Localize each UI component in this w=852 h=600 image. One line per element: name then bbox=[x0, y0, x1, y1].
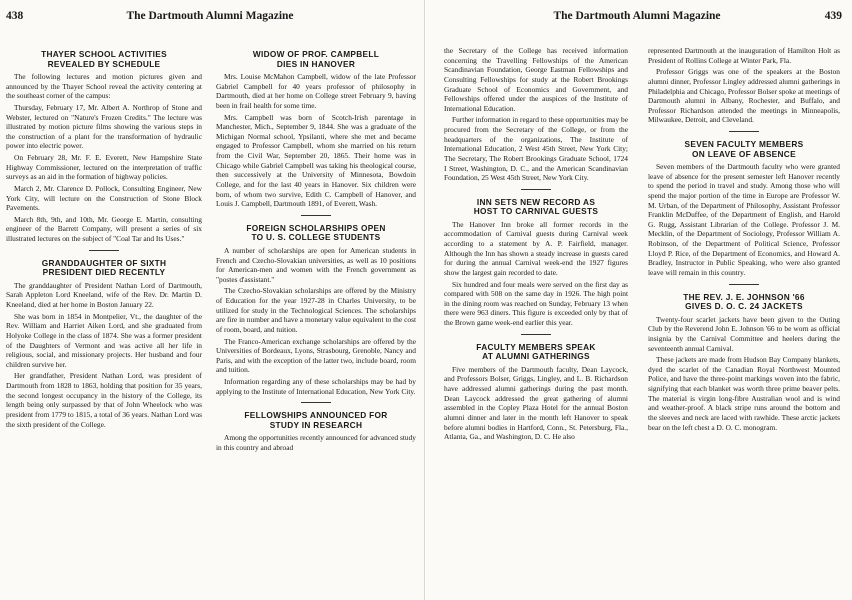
running-title: The Dartmouth Alumni Magazine bbox=[126, 10, 294, 22]
article-paragraph: Information regarding any of these scholarships may be had by applying to the Institute of International Education, New York City. bbox=[216, 377, 416, 396]
article-heading: GRANDDAUGHTER OF SIXTH PRESIDENT DIED RECENTLY bbox=[41, 257, 167, 278]
article-paragraph: Five members of the Dartmouth faculty, Dean Laycock, and Professors Bolser, Griggs, Lingley, and L. B. Richardson have addressed alumni gatherings during the past month. Dean Laycock addressed the great gathering of alumni assembled in the Copley Plaza Hotel for the annual Boston alumni dinner and later in the month left Hanover to speak before alumni bodies in Hartford, Conn., St. Petersburg, Fla., Atlanta, Ga., and Washington, D. C. He also bbox=[444, 364, 628, 442]
column-2 bbox=[216, 50, 416, 455]
right-page bbox=[426, 0, 852, 600]
article-divider bbox=[521, 189, 551, 190]
article bbox=[648, 46, 840, 125]
running-header bbox=[6, 10, 414, 28]
left-page bbox=[0, 0, 425, 600]
article-divider bbox=[301, 402, 331, 403]
article-paragraph: The following lectures and motion pictures given and announced by the Thayer School reveal the activity centering at the southeast corner of the campus: bbox=[6, 72, 202, 101]
article-paragraph: March 8th, 9th, and 10th, Mr. George E. Martin, consulting engineer of the Barrett Company, will present a series of six illustrated lectures on the subject of "Coal Tar and Its Uses." bbox=[6, 214, 202, 244]
article-heading: FELLOWSHIPS ANNOUNCED FOR STUDY IN RESEARCH bbox=[244, 410, 388, 430]
column-3 bbox=[444, 46, 628, 444]
article-paragraph: The Franco-American exchange scholarships are offered by the Universities of Bordeaux, Lyons, Strasbourg, Grenoble, Nancy and Paris, and with the exception of the latter two, include board, room and tuition. bbox=[216, 336, 416, 375]
article-paragraph: the Secretary of the College has received information concerning the Travelling Fellowships of the American Scandinavian Foundation, George Eastman Fellowships and Consulting Fellowships for study at the Robert Brookings Graduate School of Economics and Government, and Fellowships offered under the auspices of the Institute of International Education. bbox=[444, 46, 628, 113]
article bbox=[444, 334, 628, 442]
article-heading: FACULTY MEMBERS SPEAK AT ALUMNI GATHERINGS bbox=[476, 341, 596, 362]
article-heading: SEVEN FACULTY MEMBERS ON LEAVE OF ABSENCE bbox=[684, 139, 804, 159]
article-paragraph: On February 28, Mr. F. E. Everett, New Hampshire State Highway Commissioner, lectured on the interpretation of traffic surveys as an aid in the formation of highway policies. bbox=[6, 153, 202, 182]
article-divider bbox=[301, 215, 331, 216]
article-heading: THAYER SCHOOL ACTIVITIES REVEALED BY SCHEDULE bbox=[41, 49, 167, 69]
article bbox=[216, 215, 416, 396]
article-divider bbox=[729, 284, 759, 285]
article-heading: FOREIGN SCHOLARSHIPS OPEN TO U. S. COLLEGE STUDENTS bbox=[246, 222, 386, 243]
article-paragraph: Further information in regard to these opportunities may be procured from the Secretary of the College, or from the headquarters of the organizations, The Institute of International Education, 2 West 45th Street, New York City; The Secretary, The Robert Brookings Graduate School, 1724 I Street, Washington, D. C., and the American Scandinavian Foundation, 25 West 45th Street, New York City. bbox=[444, 115, 628, 183]
article-paragraph: Seven members of the Dartmouth faculty who were granted leave of absence for the present semester left Hanover recently to spend the period in travel and study. Among those who will spend the major portion of the time in Europe are Professor W. M. Urban, of the Department of Philosophy, Assistant Professor Franklin McDuffee, of the Department of English, and Harold G. Rugg, Assistant Librarian of the College. Professor J. M. Mecklin, of the Department of Sociology, Professor William A. Robinson, of the Department of Political Science, Professor Lloyd P. Rice, of the Department of Economics, and Howard A. Bradley, Instructor in Public Speaking, who were also granted leave will remain in this country. bbox=[648, 162, 840, 277]
column-1 bbox=[6, 50, 202, 431]
article bbox=[6, 50, 202, 244]
article bbox=[216, 50, 416, 209]
article bbox=[216, 402, 416, 452]
article-heading: INN SETS NEW RECORD AS HOST TO CARNIVAL GUESTS bbox=[473, 196, 599, 217]
article-divider bbox=[89, 250, 119, 251]
article-paragraph: March 2, Mr. Clarence D. Pollock, Consulting Engineer, New York City, will lecture on the Construction of Stone Block Pavements. bbox=[6, 183, 202, 213]
article-paragraph: represented Dartmouth at the inauguration of Hamilton Holt as President of Rollins College at Winter Park, Fla. bbox=[648, 46, 840, 65]
article bbox=[648, 284, 840, 433]
article-paragraph: Six hundred and four meals were served on the first day as compared with 508 on the same day in 1926. The high point in the dining room was reached on Sunday, February 13 when there were 963 diners. This figure is exceeded only by that of the Brown game week-end earlier this year. bbox=[444, 279, 628, 328]
article-paragraph: Twenty-four scarlet jackets have been given to the Outing Club by the Reverend John E. Johnson '66 to be worn as official insignia by the Carnival Committee and heelers during the seventeenth annual Carnival. bbox=[648, 314, 840, 353]
article bbox=[6, 250, 202, 429]
article-heading: WIDOW OF PROF. CAMPBELL DIES IN HANOVER bbox=[252, 49, 380, 69]
article-paragraph: Professor Griggs was one of the speakers at the Boston alumni dinner, Professor Lingley addressed alumni gatherings in Philadelphia and Chicago, Professor Bolser spoke at meetings of Dartmouth alumni in Albany, Rochester, and Buffalo, and Professor Richardson attended the meetings in Minneapolis, Milwaukee, Detroit, and Cleveland. bbox=[648, 67, 840, 125]
article-heading: THE REV. J. E. JOHNSON '66 GIVES D. O. C. 24 JACKETS bbox=[683, 291, 805, 312]
article-divider bbox=[729, 131, 759, 132]
article bbox=[444, 189, 628, 328]
article-divider bbox=[521, 334, 551, 335]
article-paragraph: She was born in 1854 in Montpelier, Vt., the daughter of the Rev. William and Harriet Aiken Lord, and she graduated from Holyoke College in the class of 1874. She was a former president of the Daughters of Vermont and was active all her life in religious, social, and missionary projects. Her husband and four children survive her. bbox=[6, 311, 202, 369]
article-paragraph: A number of scholarships are open for American students in French and Czecho-Slovakian universities, as well as 10 positions for American-men and women with the French government as "postes d'assistant." bbox=[216, 245, 416, 284]
running-header bbox=[432, 10, 842, 28]
article-paragraph: Among the opportunities recently announced for advanced study in this country and abroad bbox=[216, 433, 416, 452]
article-paragraph: Mrs. Louise McMahon Campbell, widow of the late Professor Gabriel Campbell for 40 years professor of philosophy in Dartmouth, died at her home on College street February 9, having been in frail health for some time. bbox=[216, 72, 416, 110]
column-4 bbox=[648, 46, 840, 434]
article-paragraph: The granddaughter of President Nathan Lord of Dartmouth, Sarah Appleton Lord Kneeland, wife of the Rev. Dr. Martin D. Kneeland, died at her home in Boston January 22. bbox=[6, 280, 202, 309]
article-paragraph: The Hanover Inn broke all former records in the accommodation of Carnival guests during Carnival week according to a statement by A. P. Fairfield, manager. Although the Inn has shown a steady increase in guests cared for during the annual Carnival week-end the 1927 figures show the largest gain recorded to date. bbox=[444, 219, 628, 277]
article-paragraph: Mrs. Campbell was born of Scotch-Irish parentage in Manchester, Mich., September 9, 1844. She was a graduate of the Michigan Normal school, Ypsilanti, where she met and became engaged to Professor Campbell, whom she married on his return from the Civil War, September 20, 1865. Their home was in Chicago while Gabriel Campbell was taking his theological course, then successively at the University of Minnesota, Bowdoin College, and for the last 40 years in Hanover. Six children were born, of whom two survive, Edith C. Campbell of Hanover, and Louis J. Campbell, Dartmouth 1891, of Everett, Wash. bbox=[216, 112, 416, 209]
article bbox=[444, 46, 628, 183]
page-number: 438 bbox=[6, 10, 24, 22]
article-paragraph: Her grandfather, President Nathan Lord, was president of Dartmouth from 1828 to 1863, holding that position for 35 years, the second longest occupancy in the history of the College, its length being only surpassed by that of John Wheelock who was president from 1779 to 1815, a total of 36 years. Nathan Lord was the sixth president of the College. bbox=[6, 371, 202, 429]
article bbox=[648, 131, 840, 278]
article-paragraph: These jackets are made from Hudson Bay Company blankets, dyed the scarlet of the Canadian Royal Northwest Mounted Police, and have the three-point markings woven into the fabric, signifying that each blanket was worth three prime beaver pelts. The material is virgin long-fibre Australian wool and is wind and weather-proof. A black stripe runs around the bottom and the sleeves and neck are laced with rawhide. These arctic jackets bear on the left chest a D. O. C. monogram. bbox=[648, 355, 840, 432]
article-paragraph: Thursday, February 17, Mr. Albert A. Northrop of Stone and Webster, lectured on "Nature's Frozen Credits." The lecture was illustrated by motion picture films showing the various steps in the construction of a plant for the transformation of hydraulic power into electric power. bbox=[6, 102, 202, 151]
page-number: 439 bbox=[824, 10, 842, 22]
running-title: The Dartmouth Alumni Magazine bbox=[553, 10, 721, 22]
article-paragraph: The Czecho-Slovakian scholarships are offered by the Ministry of Education for the year 1927-28 in Charles University, to be utilized for study in the Technological Sciences. The scholarships are fire in number and have a monetary value equivalent to the cost of room, board, and tuition. bbox=[216, 286, 416, 334]
